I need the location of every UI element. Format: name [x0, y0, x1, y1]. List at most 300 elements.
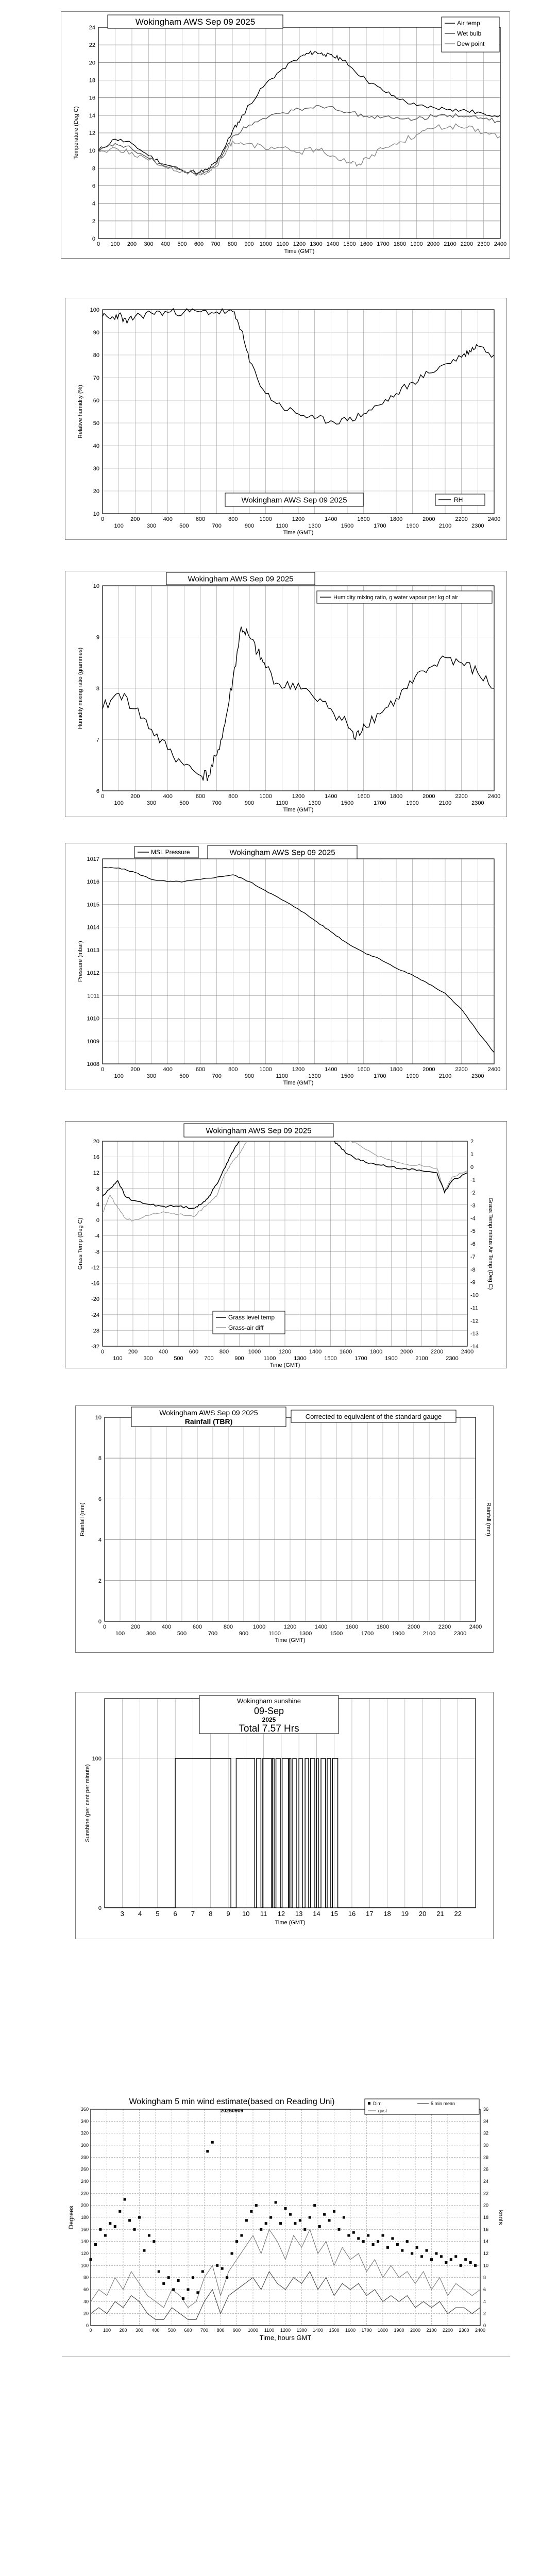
dirn-point — [133, 2228, 136, 2231]
dirn-point — [328, 2219, 331, 2222]
dirn-point — [211, 2141, 214, 2144]
x-tick-label: 1000 — [248, 1349, 261, 1355]
y-tick-label: 16 — [93, 1154, 99, 1161]
relative-humidity-chart — [65, 298, 508, 540]
y-right-axis-label: Grass Temp minus Air Temp (Deg C) — [487, 1197, 494, 1290]
y-tick-label: 8 — [96, 686, 99, 692]
y-tick-label: 1015 — [87, 902, 99, 908]
x-tick-label: 400 — [163, 516, 173, 522]
y-tick-label: 300 — [80, 2143, 89, 2148]
y-right-tick-label: 18 — [483, 2215, 489, 2220]
x-tick-label: 1400 — [325, 516, 337, 522]
dirn-point — [416, 2246, 418, 2249]
x-tick-label: 800 — [223, 1624, 233, 1630]
legend-label: 5 min mean — [431, 2101, 455, 2106]
x-tick-label: 300 — [146, 1073, 157, 1079]
legend-label: RH — [454, 496, 463, 503]
legend-label: Grass-air diff — [228, 1324, 264, 1331]
x-tick-label: 1500 — [330, 1631, 343, 1637]
dirn-point — [231, 2252, 233, 2255]
x-tick-label: 2000 — [407, 1624, 420, 1630]
dirn-point — [391, 2237, 394, 2240]
wind-chart — [62, 2097, 511, 2350]
dirn-point — [343, 2216, 345, 2219]
x-tick-label: 300 — [146, 1631, 156, 1637]
x-tick-label: 700 — [212, 523, 222, 529]
chart-title: Wokingham AWS Sep 09 2025 — [159, 1409, 258, 1417]
x-tick-label: 2100 — [438, 800, 452, 806]
y-right-tick-label: 8 — [483, 2275, 486, 2280]
x-tick-label: 2400 — [461, 1349, 474, 1355]
dirn-point — [406, 2240, 409, 2243]
x-tick-label: 500 — [179, 800, 189, 806]
x-tick-label: 2400 — [487, 1066, 501, 1073]
x-tick-label: 900 — [244, 241, 254, 247]
wind-chart-panel — [62, 2097, 511, 2350]
x-tick-label: 200 — [130, 1624, 141, 1630]
sunshine-trace — [105, 1758, 476, 1908]
x-tick-label: 1300 — [299, 1631, 312, 1637]
x-axis-label: Time (GMT) — [283, 1080, 314, 1086]
y-tick-label: 340 — [80, 2119, 89, 2124]
chart-subtitle: Rainfall (TBR) — [184, 1417, 233, 1426]
y-tick-label: 18 — [89, 77, 95, 84]
y-tick-label: 12 — [89, 130, 95, 137]
chart-subtitle: 09-Sep — [253, 1706, 284, 1716]
x-tick-label: 1400 — [314, 1624, 328, 1630]
y-right-tick-label: -5 — [470, 1228, 476, 1235]
dirn-point — [299, 2219, 301, 2222]
y-tick-label: 40 — [83, 2299, 89, 2304]
y-tick-label: 90 — [93, 330, 99, 336]
x-tick-label: 2300 — [471, 1073, 484, 1079]
y-right-tick-label: -7 — [470, 1253, 476, 1260]
x-tick-label: 700 — [212, 800, 222, 806]
y-tick-label: 80 — [83, 2275, 89, 2280]
x-tick-label: 1300 — [308, 800, 321, 806]
x-tick-label: 1500 — [341, 523, 354, 529]
dirn-point — [275, 2201, 277, 2204]
dirn-point — [469, 2261, 472, 2264]
grass-temp-chart-panel — [65, 1121, 507, 1368]
x-tick-label: 500 — [179, 523, 189, 529]
x-tick-label: 20 — [418, 1910, 427, 1918]
y-tick-label: 4 — [92, 200, 95, 207]
dirn-point — [124, 2198, 126, 2201]
y-right-tick-label: -13 — [470, 1331, 479, 1337]
y-right-tick-label: -8 — [470, 1266, 476, 1273]
y-tick-label: 6 — [96, 788, 99, 794]
x-tick-label: 300 — [144, 241, 154, 247]
mixing-ratio-chart — [65, 571, 508, 818]
x-tick-label: 1200 — [292, 1066, 305, 1073]
y-tick-label: 60 — [83, 2287, 89, 2292]
y-tick-label: 20 — [83, 2311, 89, 2316]
dirn-point — [148, 2234, 150, 2237]
x-tick-label: 2400 — [469, 1624, 482, 1630]
dirn-point — [440, 2255, 443, 2258]
y-tick-label: 200 — [80, 2202, 89, 2208]
x-tick-label: 200 — [127, 241, 137, 247]
pressure-chart — [65, 843, 508, 1091]
x-tick-label: 2100 — [438, 1073, 452, 1079]
chart-title: Wokingham AWS Sep 09 2025 — [135, 16, 256, 27]
x-tick-label: 800 — [228, 516, 238, 522]
y-tick-label: 10 — [93, 511, 99, 517]
dirn-point — [386, 2246, 389, 2249]
x-tick-label: 0 — [89, 2328, 92, 2333]
y-tick-label: 260 — [80, 2166, 89, 2172]
x-tick-label: 0 — [100, 793, 105, 800]
y-axis-label: Sunshine (per cent per minute) — [84, 1764, 91, 1842]
y-tick-label: 10 — [95, 1415, 102, 1421]
legend-label: gust — [378, 2108, 387, 2113]
dirn-point — [245, 2219, 248, 2222]
dirn-point — [313, 2204, 316, 2207]
dirn-point — [454, 2255, 457, 2258]
x-tick-label: 1500 — [324, 1355, 337, 1362]
x-tick-label: 300 — [135, 2328, 144, 2333]
x-tick-label: 700 — [211, 241, 221, 247]
dirn-point — [94, 2243, 97, 2246]
dirn-point — [411, 2252, 413, 2255]
x-tick-label: 1200 — [293, 241, 306, 247]
x-tick-label: 2300 — [471, 800, 484, 806]
y-tick-label: 6 — [92, 183, 95, 190]
dirn-point — [119, 2210, 121, 2213]
x-tick-label: 2200 — [455, 516, 468, 522]
x-tick-label: 500 — [167, 2328, 176, 2333]
dirn-point — [216, 2264, 218, 2267]
x-tick-label: 600 — [194, 241, 204, 247]
y-tick-label: 70 — [93, 375, 99, 381]
dirn-point — [367, 2234, 369, 2237]
y-tick-label: 2 — [98, 1578, 102, 1584]
y-tick-label: 20 — [93, 1139, 99, 1145]
x-tick-label: 2200 — [442, 2328, 453, 2333]
dirn-point — [235, 2240, 238, 2243]
dirn-point — [162, 2282, 165, 2285]
x-tick-label: 2200 — [455, 793, 468, 800]
y-right-tick-label: 26 — [483, 2166, 489, 2172]
dirn-point — [240, 2234, 243, 2237]
x-tick-label: 100 — [115, 1631, 125, 1637]
y-tick-label: 100 — [92, 1756, 102, 1762]
x-tick-label: 400 — [158, 1349, 168, 1355]
dirn-point — [177, 2279, 180, 2282]
y-tick-label: 100 — [80, 2263, 89, 2268]
x-tick-label: 2100 — [415, 1355, 428, 1362]
chart-title: Wokingham 5 min wind estimate(based on Reading Uni) — [129, 2097, 335, 2106]
temperature-chart — [61, 12, 511, 259]
x-tick-label: 1400 — [325, 793, 337, 800]
x-tick-label: 1300 — [296, 2328, 307, 2333]
x-tick-label: 1900 — [406, 523, 419, 529]
x-tick-label: 1200 — [292, 516, 305, 522]
y-tick-label: 14 — [89, 112, 95, 119]
x-tick-label: 1100 — [263, 1355, 276, 1362]
x-tick-label: 900 — [234, 1355, 244, 1362]
y-right-tick-label: 14 — [483, 2239, 489, 2244]
y-right-tick-label: 34 — [483, 2119, 489, 2124]
x-tick-label: 1900 — [392, 1631, 405, 1637]
x-tick-label: 100 — [114, 1073, 124, 1079]
y-tick-label: -8 — [94, 1249, 99, 1256]
y-tick-label: 0 — [98, 1619, 102, 1625]
x-tick-label: 6 — [173, 1910, 177, 1918]
dirn-point — [382, 2234, 384, 2237]
x-tick-label: 14 — [313, 1910, 320, 1918]
x-tick-label: 1100 — [268, 1631, 281, 1637]
y-tick-label: 9 — [96, 634, 99, 641]
x-tick-label: 1800 — [393, 241, 407, 247]
x-tick-label: 1500 — [341, 800, 354, 806]
y-tick-label: 4 — [96, 1201, 99, 1208]
x-tick-label: 2000 — [400, 1349, 413, 1355]
x-tick-label: 1500 — [343, 241, 356, 247]
x-tick-label: 3 — [120, 1910, 124, 1918]
dirn-point — [260, 2228, 262, 2231]
x-axis-label: Time (GMT) — [283, 530, 314, 536]
y-right-tick-label: 2 — [470, 1139, 474, 1145]
x-tick-label: 1600 — [357, 1066, 370, 1073]
x-tick-label: 1700 — [361, 2328, 372, 2333]
x-tick-label: 400 — [160, 241, 171, 247]
x-tick-label: 18 — [383, 1910, 391, 1918]
y-tick-label: -24 — [91, 1312, 99, 1318]
y-tick-label: 80 — [93, 352, 99, 359]
x-tick-label: 1700 — [374, 800, 386, 806]
x-tick-label: 800 — [228, 793, 238, 800]
x-tick-label: 1200 — [292, 793, 305, 800]
dirn-point — [226, 2276, 228, 2279]
x-tick-label: 500 — [177, 1631, 187, 1637]
chart-total: Total 7.57 Hrs — [239, 1723, 299, 1734]
x-tick-label: 15 — [330, 1910, 338, 1918]
dirn-point — [289, 2213, 292, 2216]
x-tick-label: 21 — [436, 1910, 444, 1918]
legend-label: MSL Pressure — [151, 849, 190, 856]
x-tick-label: 1600 — [360, 241, 373, 247]
x-tick-label: 1900 — [385, 1355, 398, 1362]
y-tick-label: 1008 — [87, 1061, 99, 1067]
y-tick-label: 4 — [98, 1537, 102, 1544]
x-tick-label: 1700 — [361, 1631, 374, 1637]
x-tick-label: 100 — [114, 523, 124, 529]
y-tick-label: 0 — [98, 1905, 102, 1911]
dirn-point — [265, 2222, 267, 2225]
x-tick-label: 1700 — [374, 1073, 386, 1079]
rainfall-chart-panel — [75, 1405, 494, 1653]
y-tick-label: -28 — [91, 1328, 99, 1334]
x-tick-label: 200 — [128, 1349, 138, 1355]
dirn-point — [138, 2216, 141, 2219]
chart-title: Wokingham AWS Sep 09 2025 — [206, 1126, 312, 1136]
x-tick-label: 700 — [204, 1355, 214, 1362]
x-tick-label: 900 — [244, 800, 255, 806]
dirn-point — [464, 2258, 467, 2261]
x-tick-label: 200 — [130, 516, 140, 522]
y-tick-label: -32 — [91, 1344, 99, 1350]
dirn-point — [182, 2297, 184, 2300]
y-tick-label: 1012 — [87, 970, 99, 977]
x-tick-label: 17 — [366, 1910, 374, 1918]
chart-title: Wokingham AWS Sep 09 2025 — [241, 496, 347, 505]
x-tick-label: 900 — [244, 1073, 255, 1079]
x-axis-label: Time (GMT) — [283, 807, 314, 813]
y-right-tick-label: -4 — [470, 1215, 476, 1222]
y-right-tick-label: -6 — [470, 1241, 476, 1247]
dirn-point — [460, 2264, 462, 2267]
dirn-point — [450, 2258, 452, 2261]
x-tick-label: 400 — [163, 793, 173, 800]
x-tick-label: 2400 — [487, 516, 501, 522]
x-tick-label: 7 — [191, 1910, 195, 1918]
y-right-tick-label: 6 — [483, 2287, 486, 2292]
chart-subtitle: 20250909 — [220, 2108, 244, 2114]
dirn-point — [284, 2207, 287, 2210]
x-tick-label: 0 — [96, 241, 100, 247]
x-tick-label: 16 — [348, 1910, 356, 1918]
sunshine-chart — [76, 1692, 494, 1940]
dirn-point — [426, 2249, 428, 2252]
x-tick-label: 700 — [208, 1631, 218, 1637]
x-tick-label: 200 — [130, 793, 140, 800]
x-tick-label: 2200 — [438, 1624, 451, 1630]
y-tick-label: 8 — [92, 165, 95, 172]
dirn-point — [352, 2231, 355, 2234]
y-axis-label: Relative humidity (%) — [77, 385, 83, 438]
x-tick-label: 500 — [177, 241, 187, 247]
x-tick-label: 100 — [113, 1355, 123, 1362]
x-tick-label: 700 — [212, 1073, 222, 1079]
x-tick-label: 0 — [100, 516, 105, 522]
y-tick-label: 24 — [89, 25, 95, 31]
y-right-tick-label: 22 — [483, 2191, 489, 2196]
x-tick-label: 2400 — [494, 241, 507, 247]
y-right-tick-label: 36 — [483, 2107, 489, 2112]
y-right-tick-label: -11 — [470, 1305, 479, 1312]
x-tick-label: 1500 — [329, 2328, 340, 2333]
y-right-tick-label: -12 — [470, 1318, 479, 1325]
y-tick-label: 1013 — [87, 947, 99, 954]
dirn-point — [401, 2249, 403, 2252]
x-tick-label: 4 — [138, 1910, 142, 1918]
x-tick-label: 1300 — [308, 1073, 321, 1079]
x-tick-label: 1100 — [276, 523, 289, 529]
x-tick-label: 900 — [239, 1631, 249, 1637]
x-tick-label: 2100 — [426, 2328, 437, 2333]
x-tick-label: 200 — [119, 2328, 127, 2333]
x-tick-label: 2000 — [410, 2328, 421, 2333]
y-right-tick-label: 2 — [483, 2311, 486, 2316]
y-axis-label: Pressure (mbar) — [77, 941, 83, 982]
x-tick-label: 1700 — [374, 523, 386, 529]
x-tick-label: 1800 — [377, 2328, 388, 2333]
y-right-tick-label: 0 — [483, 2323, 486, 2328]
y-axis-label: Humidity mixing ratio (grammes) — [77, 647, 83, 730]
x-tick-label: 1200 — [278, 1349, 292, 1355]
y-tick-label: 1016 — [87, 879, 99, 886]
x-tick-label: 2400 — [487, 793, 501, 800]
y-tick-label: 0 — [92, 236, 95, 242]
y-tick-label: 240 — [80, 2179, 89, 2184]
dirn-point — [396, 2243, 399, 2246]
x-tick-label: 11 — [260, 1910, 267, 1918]
x-tick-label: 1900 — [406, 800, 419, 806]
x-axis-label: Time (GMT) — [275, 1920, 306, 1926]
x-tick-label: 400 — [151, 2328, 160, 2333]
x-axis-label: Time (GMT) — [269, 1362, 300, 1368]
y-right-tick-label: 16 — [483, 2227, 489, 2232]
y-tick-label: 320 — [80, 2130, 89, 2136]
dirn-point — [128, 2219, 131, 2222]
x-tick-label: 1600 — [345, 1624, 359, 1630]
y-tick-label: 1010 — [87, 1015, 99, 1022]
y-tick-label: 40 — [93, 443, 99, 449]
dirn-point — [269, 2216, 272, 2219]
chart-annotation: Corrected to equivalent of the standard gauge — [305, 1413, 442, 1420]
dirn-point — [206, 2150, 209, 2153]
y-right-axis-label: Rainfall (mm) — [485, 1502, 492, 1536]
x-tick-label: 2000 — [422, 1066, 435, 1073]
y-axis-label: Rainfall (mm) — [79, 1502, 86, 1536]
x-tick-label: 0 — [103, 1624, 107, 1630]
x-tick-label: 1100 — [276, 1073, 289, 1079]
sunshine-chart-panel — [75, 1692, 494, 1939]
y-tick-label: 20 — [89, 60, 95, 66]
x-tick-label: 2100 — [444, 241, 457, 247]
x-tick-label: 1400 — [312, 2328, 324, 2333]
x-tick-label: 1100 — [276, 800, 289, 806]
dirn-point — [294, 2222, 296, 2225]
x-tick-label: 2200 — [430, 1349, 444, 1355]
x-tick-label: 1000 — [247, 2328, 259, 2333]
chart-year: 2025 — [262, 1716, 276, 1723]
dirn-point — [143, 2249, 145, 2252]
relative-humidity-chart-panel — [65, 298, 507, 540]
y-right-tick-label: -9 — [470, 1279, 476, 1286]
y-right-tick-label: 28 — [483, 2155, 489, 2160]
x-axis-label: Time (GMT) — [275, 1637, 306, 1643]
chart-title: Wokingham AWS Sep 09 2025 — [229, 848, 335, 857]
dirn-point — [221, 2267, 224, 2270]
y-tick-label: -20 — [91, 1296, 99, 1303]
y-tick-label: 12 — [93, 1170, 99, 1177]
x-tick-label: 2100 — [438, 523, 452, 529]
x-tick-label: 2300 — [471, 523, 484, 529]
legend-label: Dirn — [373, 2101, 382, 2106]
y-tick-label: -12 — [91, 1264, 99, 1271]
x-tick-label: 5 — [156, 1910, 160, 1918]
x-tick-label: 200 — [130, 1066, 140, 1073]
x-tick-label: 900 — [244, 523, 255, 529]
y-right-tick-label: 1 — [470, 1151, 474, 1158]
rainfall-chart — [76, 1406, 494, 1653]
dirn-point — [187, 2289, 190, 2291]
dirn-point — [474, 2264, 477, 2267]
dirn-point — [362, 2240, 365, 2243]
x-tick-label: 1800 — [376, 1624, 390, 1630]
y-tick-label: 60 — [93, 398, 99, 404]
x-tick-label: 1900 — [410, 241, 423, 247]
y-tick-label: 140 — [80, 2239, 89, 2244]
dirn-point — [167, 2276, 170, 2279]
x-tick-label: 600 — [192, 1624, 202, 1630]
y-tick-label: 2 — [92, 218, 95, 225]
y-tick-label: 360 — [80, 2107, 89, 2112]
y-right-tick-label: 12 — [483, 2251, 489, 2256]
